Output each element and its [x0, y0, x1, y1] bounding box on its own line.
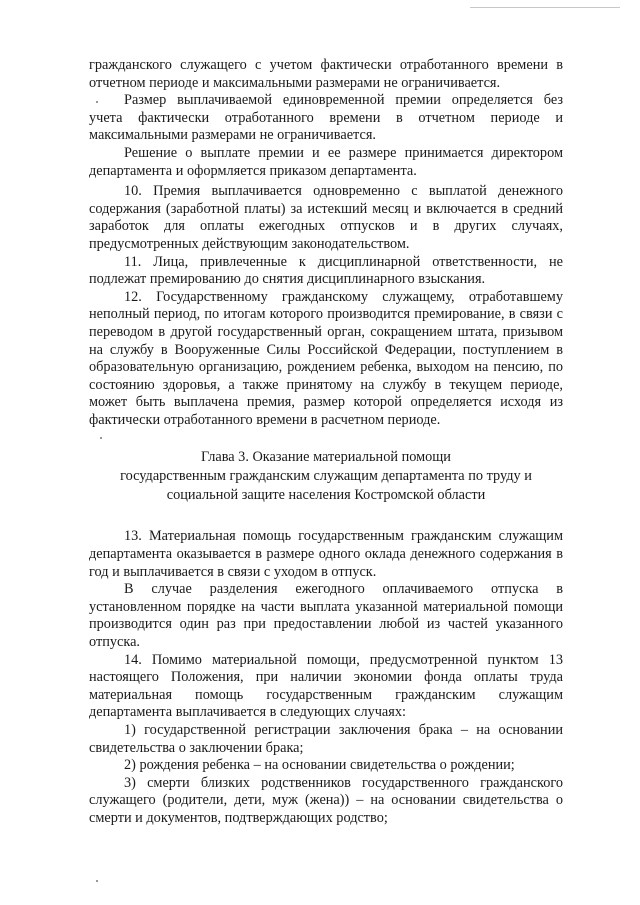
list-item-relative-death: 3) смерти близких родственников государственного гражданского служащего (родители, дети, муж (жена)) – на основании свидетельства о смерти и документов, подтверждающих родство;: [89, 774, 563, 826]
paragraph-item-10: 10. Премия выплачивается одновременно с выплатой денежного содержания (заработной платы) за истекший месяц и включается в средний заработок для оплаты ежегодных отпусков и в других случаях, предусмотренных действующим законодательством.: [89, 183, 563, 252]
chapter-heading-line-1: Глава 3. Оказание материальной помощи: [201, 449, 451, 466]
list-item-child-birth: 2) рождения ребенка – на основании свидетельства о рождении;: [124, 757, 515, 774]
paragraph-bonus-decision: Решение о выплате премии и ее размере принимается директором департамента и оформляется приказом департамента.: [89, 144, 563, 179]
paragraph-one-time-bonus: Размер выплачиваемой единовременной премии определяется без учета фактически отработанного времени в отчетном периоде и максимальными размерами не ограничивается.: [89, 92, 563, 144]
scan-edge-line: [470, 7, 620, 8]
chapter-heading-line-2: государственным гражданским служащим департамента по труду и: [120, 468, 532, 485]
paragraph-item-12: 12. Государственному гражданскому служащему, отработавшему неполный период, по итогам которого производится премирование, в связи с переводом в другой государственный орган, сокращением штата, призывом на службу в Вооруженные Силы Российской Федерации, поступлением в образовательную организацию, рождением ребенка, выходом на пенсию, по состоянию здоровья, а также принятому на службу в текущем периоде, может быть выплачена премия, размер которой определяется исходя из фактически отработанного времени в расчетном периоде.: [89, 288, 563, 428]
paragraph-continuation: гражданского служащего с учетом фактически отработанного времени в отчетном периоде и максимальными размерами не ограничивается.: [89, 57, 563, 91]
paragraph-vacation-split: В случае разделения ежегодного оплачиваемого отпуска в установленном порядке на части выплата указанной материальной помощи производится один раз при предоставлении любой из частей указанного отпуска.: [89, 581, 563, 651]
paragraph-item-13: 13. Материальная помощь государственным гражданским служащим департамента оказывается в размере одного оклада денежного содержания в год и выплачивается в связи с уходом в отпуск.: [89, 528, 563, 580]
scan-speck: [96, 880, 98, 882]
paragraph-item-14: 14. Помимо материальной помощи, предусмотренной пунктом 13 настоящего Положения, при наличии экономии фонда оплаты труда материальная помощь государственным гражданским служащим департамента выплачивается в следующих случаях:: [89, 651, 563, 721]
list-item-marriage: 1) государственной регистрации заключения брака – на основании свидетельства о заключении брака;: [89, 722, 563, 756]
chapter-heading-line-3: социальной защите населения Костромской области: [166, 487, 486, 504]
document-body: [89, 57, 563, 828]
paragraph-item-11: 11. Лица, привлеченные к дисциплинарной ответственности, не подлежат премированию до снятия дисциплинарного взыскания.: [89, 253, 563, 288]
chapter-heading: [89, 448, 563, 505]
